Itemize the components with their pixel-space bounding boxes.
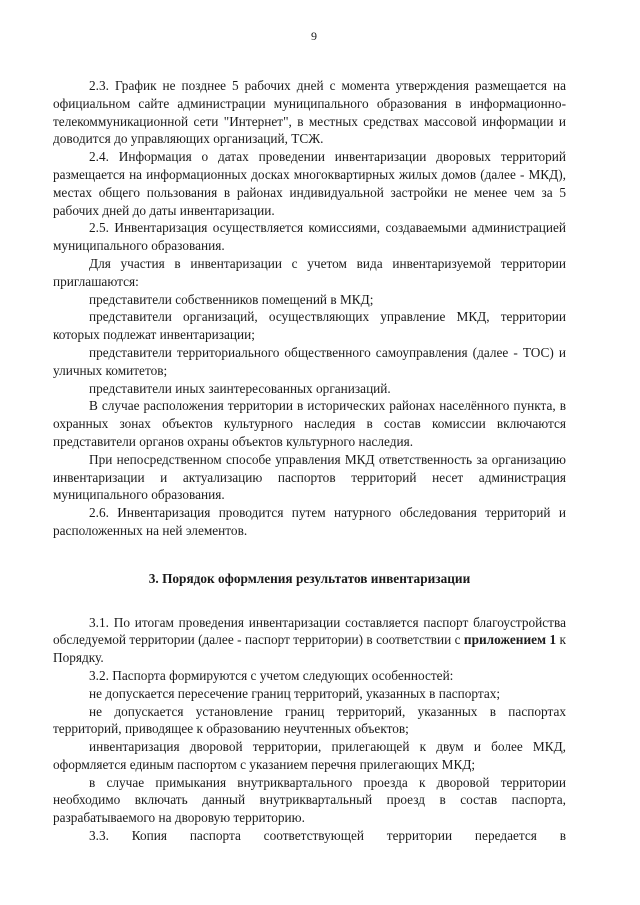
list-item-owners: представители собственников помещений в МКД; (89, 291, 374, 307)
list-item-single-passport: инвентаризация дворовой территории, прилегающей к двум и более МКД, оформляется единым паспортом с указанием перечня прилегающих МКД; (53, 739, 566, 772)
paragraph-3-1-tail: к Порядку. (53, 632, 566, 666)
list-item-tos: представители территориального общественного самоуправления (далее - ТОС) и уличных комитетов; (53, 344, 566, 378)
paragraph-heritage: В случае расположения территории в исторических районах населённого пункта, в охранных зонах объектов культурного наследия в состав комиссии включаются представители органов охраны объектов культурного наследия. (53, 398, 566, 449)
paragraph-3-1-text: 3.1. По итогам проведения инвентаризации составляется паспорт благоустройства обследуемой территории (далее - паспорт территории) в соответствии с (53, 614, 566, 648)
paragraph-3-3: 3.3. Копия паспорта соответствующей территории передается в (89, 828, 566, 844)
paragraph-2-5: 2.5. Инвентаризация осуществляется комиссиями, создаваемыми администрацией муниципального образования. (53, 220, 566, 254)
paragraph-3-2: 3.2. Паспорта формируются с учетом следующих особенностей: (89, 667, 454, 683)
list-item-passage: в случае примыкания внутриквартального проезда к дворовой территории необходимо включать данный внутриквартальный проезд в состав паспорта, разрабатываемого на дворовую территорию. (53, 774, 566, 826)
page-number: 9 (311, 29, 317, 43)
document-body (53, 77, 566, 845)
paragraph-2-6: 2.6. Инвентаризация проводится путем натурного обследования территорий и расположенных на ней элементов. (53, 505, 566, 538)
list-item-other-orgs: представители иных заинтересованных организаций. (89, 380, 391, 396)
paragraph-2-4: 2.4. Информация о датах проведении инвентаризации дворовых территорий размещается на информационных досках многоквартирных жилых домов (далее - МКД), местах общего пользования в районах индивидуальной застройки не менее чем за 5 рабочих дней до даты инвентаризации. (53, 149, 566, 218)
paragraph-participants-intro: Для участия в инвентаризации с учетом вида инвентаризуемой территории приглашаются: (53, 255, 566, 289)
list-item-no-gaps: не допускается установление границ территорий, указанных в паспортах территорий, приводящее к образованию неучтенных объектов; (53, 703, 566, 737)
paragraph-3-1 (53, 614, 566, 667)
list-item-no-intersection: не допускается пересечение границ территорий, указанных в паспортах; (89, 685, 501, 701)
paragraph-direct-management: При непосредственном способе управления МКД ответственность за организацию инвентаризации и актуализацию паспортов территорий несет администрация муниципального образования. (53, 451, 566, 503)
section-3-heading: 3. Порядок оформления результатов инвентаризации (148, 570, 471, 586)
appendix-reference: приложением 1 (463, 632, 557, 648)
list-item-management-orgs: представители организаций, осуществляющих управление МКД, территории которых подлежат инвентаризации; (53, 309, 566, 343)
paragraph-2-3: 2.3. График не позднее 5 рабочих дней с момента утверждения размещается на официальном сайте администрации муниципального образования в информационно-телекоммуникационной сети "Интернет", в местных средствах массовой информации и доводится до управляющих организаций, ТСЖ. (53, 78, 566, 147)
